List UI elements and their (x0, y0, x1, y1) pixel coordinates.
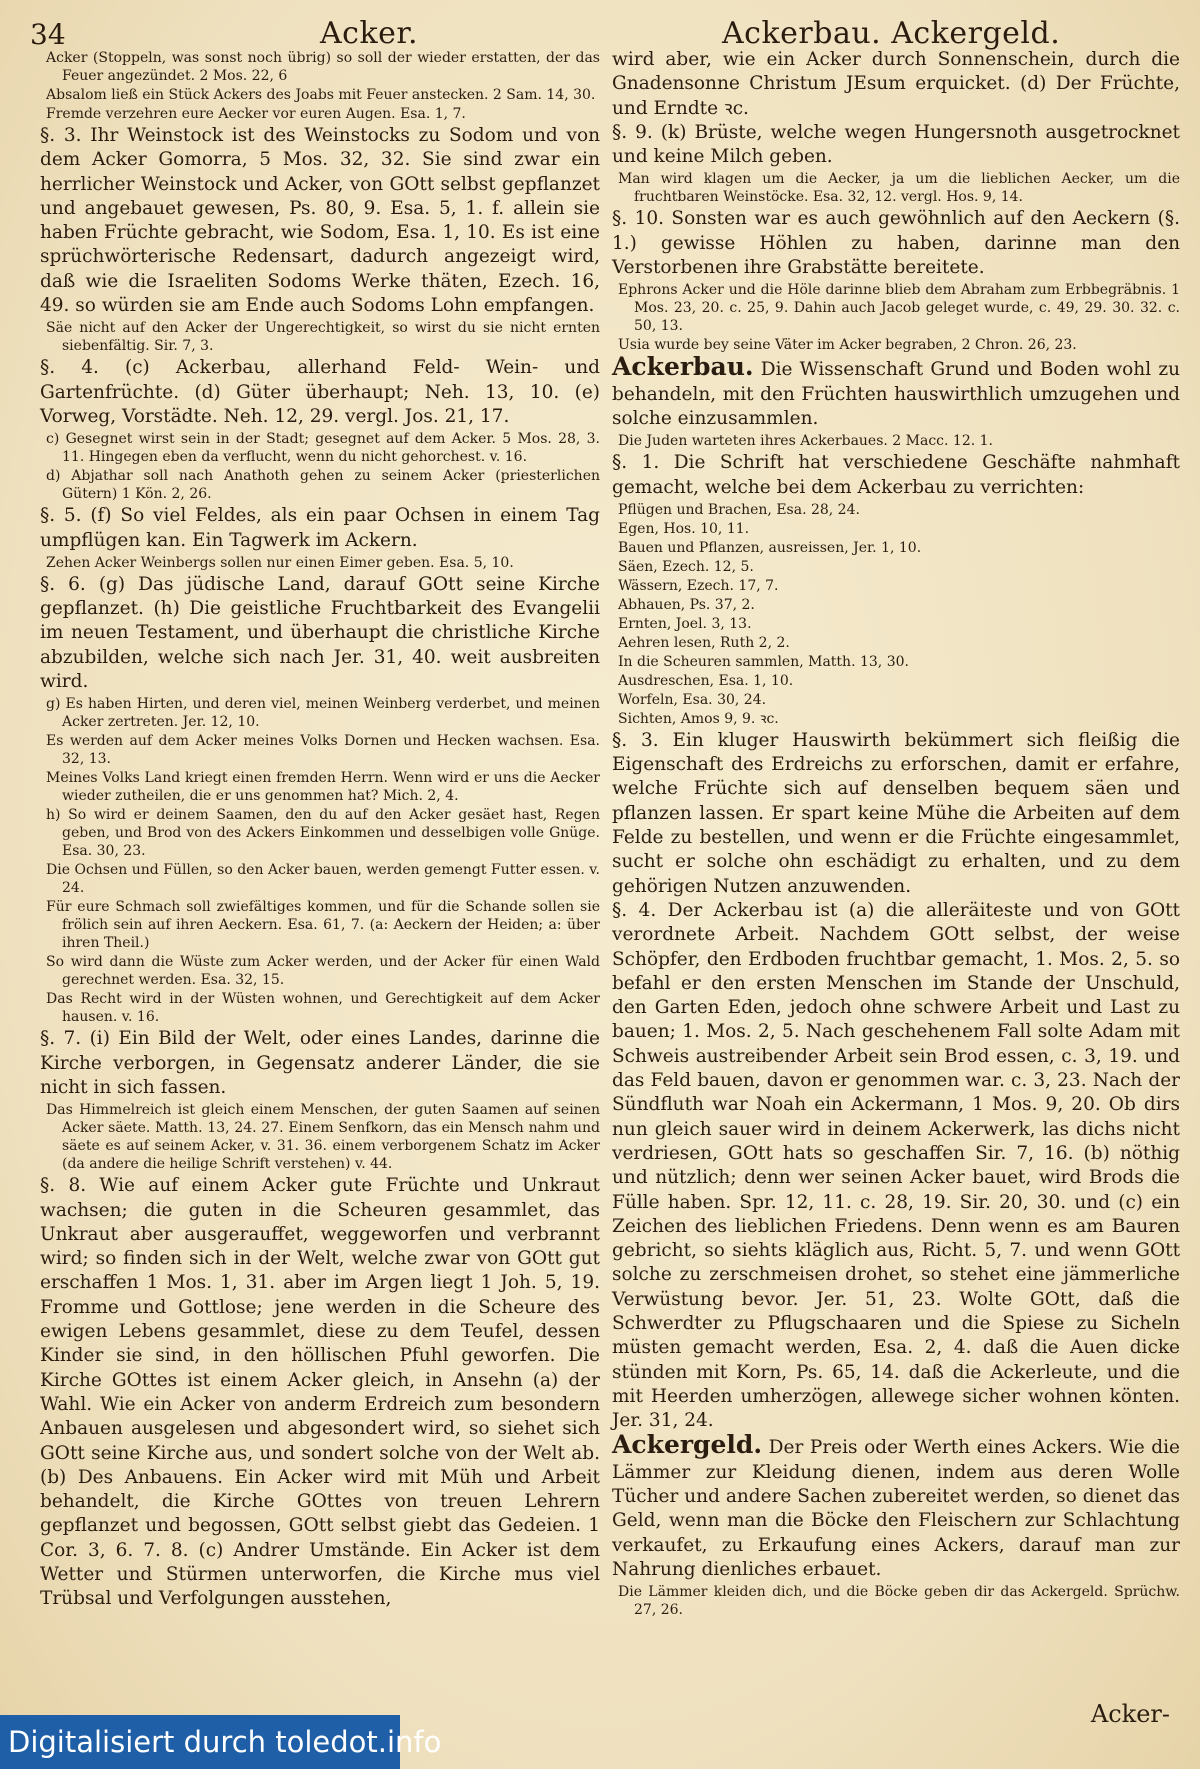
scripture-citation: In die Scheuren sammlen, Matth. 13, 30. (618, 653, 909, 670)
scripture-citation: d) Abjathar soll nach Anathoth gehen zu seinem Acker (priesterlichen Gütern) 1 Kön. 2, 26. (46, 468, 600, 503)
entry-paragraph (612, 352, 1180, 431)
body-paragraph: §. 5. (f) So viel Feldes, als ein paar Ochsen in einem Tag umpflügen kan. Ein Tagwerk im Ackern. (40, 505, 600, 551)
scripture-citation: Das Himmelreich ist gleich einem Menschen, der guten Saamen auf seinen Acker säete. Matth. 13, 24. 27. Einem Senfkorn, das ein Mensch nahm und säete es auf seinem Acker, v. 31. 36. einem verborgenem Schatz im Acker (da andere die heilige Schrift verstehen) v. 44. (46, 1102, 600, 1173)
scripture-citation: Wässern, Ezech. 17, 7. (618, 577, 779, 594)
body-paragraph: wird aber, wie ein Acker durch Sonnenschein, durch die Gnadensonne Christum JEsum erquicket. (d) Der Früchte, und Erndte ꝛc. (612, 49, 1180, 119)
scripture-citation: Für eure Schmach soll zwiefältiges kommen, und für die Schande sollen sie frölich sein auf ihren Aeckern. Esa. 61, 7. (a: Aeckern der Heiden; a: über ihren Theil.) (46, 899, 600, 952)
scripture-citation: h) So wird er deinem Saamen, den du auf den Acker gesäet hast, Regen geben, und Brod von des Ackers Einkommen und desselbigen volle Gnüge. Esa. 30, 23. (46, 807, 600, 860)
body-paragraph: §. 4. (c) Ackerbau, allerhand Feld- Wein- und Gartenfrüchte. (d) Güter überhaupt; Neh. 13, 10. (e) Vorweg, Vorstädte. Neh. 12, 29. vergl. Jos. 21, 17. (40, 357, 600, 427)
scripture-citation: Die Lämmer kleiden dich, und die Böcke geben dir das Ackergeld. Sprüchw. 27, 26. (618, 1584, 1180, 1619)
body-paragraph: §. 8. Wie auf einem Acker gute Früchte und Unkraut wachsen; die guten in die Scheuren gesammlet, das Unkraut aber ausgerauffet, weggeworfen und verbrannt wird; so finden sich in der Welt, welche zwar von GOtt gut erschaffen 1 Mos. 1, 31. aber im Argen liegt 1 Joh. 5, 19. Fromme und Gottlose; jene werden in die Scheure des ewigen Lebens gesammlet, diese zu dem Teufel, dessen Kinder sie sind, in den höllischen Pfuhl geworfen. Die Kirche GOttes ist einem Acker gleich, in Ansehn (a) der Wahl. Wie ein Acker von anderm Erdreich zum besondern Anbauen ausgelesen und abgesondert wird, so siehet sich GOtt seine Kirche aus, und sondert solche von der Welt ab. (b) Des Anbauens. Ein Acker wird mit Müh und Arbeit behandelt, die Kirche GOttes von treuen Lehrern gepflanzet und begossen, GOtt selbst giebt das Gedeien. 1 Cor. 3, 6. 7. 8. (c) Andrer Umstände. Ein Acker ist dem Wetter und Stürmen unterworfen, die Kirche mus viel Trübsal und Verfolgungen ausstehen, (40, 1175, 600, 1610)
scripture-citation: Egen, Hos. 10, 11. (618, 520, 750, 537)
scripture-citation: Usia wurde bey seine Väter im Acker begraben, 2 Chron. 26, 23. (618, 337, 1077, 354)
scripture-citation: Aehren lesen, Ruth 2, 2. (618, 634, 790, 651)
left-column (40, 48, 600, 1612)
body-paragraph: §. 10. Sonsten war es auch gewöhnlich auf den Aeckern (§. 1.) gewisse Höhlen zu haben, darinne man den Verstorbenen ihre Grabstätte bereitete. (612, 208, 1180, 279)
scripture-citation: Es werden auf dem Acker meines Volks Dornen und Hecken wachsen. Esa. 32, 13. (46, 733, 600, 768)
scripture-citation: c) Gesegnet wirst sein in der Stadt; gesegnet auf dem Acker. 5 Mos. 28, 3. 11. Hingegen eben da verflucht, wenn du nicht gehorchest. v. 16. (46, 431, 600, 466)
scripture-citation: Meines Volks Land kriegt einen fremden Herrn. Wenn wird er uns die Aecker wieder zutheilen, die er uns genommen hat? Mich. 2, 4. (46, 770, 600, 805)
scripture-citation: Acker (Stoppeln, was sonst noch übrig) so soll der wieder erstatten, der das Feuer angezündet. 2 Mos. 22, 6 (46, 50, 600, 84)
entry-headword: Ackerbau. (612, 352, 754, 382)
scripture-citation: Fremde verzehren eure Aecker vor euren Augen. Esa. 1, 7. (46, 106, 466, 122)
scripture-citation: Die Juden warteten ihres Ackerbaues. 2 Macc. 12. 1. (618, 433, 993, 450)
running-head-right: Ackerbau. Ackergeld. (722, 16, 1061, 51)
entry-headword: Ackergeld. (612, 1430, 763, 1460)
body-paragraph: §. 3. Ein kluger Hauswirth bekümmert sich fleißig die Eigenschaft des Erdreichs zu erforschen, damit er erfahre, welche Früchte sich auf denselben bequem säen und pflanzen lassen. Er spart keine Mühe die Arbeiten auf dem Felde zu bestellen, und wenn er die Früchte eingesammlet, sucht er solche ohn eschädigt zu erhalten, und zu dem gehörigen Nutzen anzuwenden. (612, 729, 1180, 897)
scripture-citation: Abhauen, Ps. 37, 2. (618, 596, 755, 613)
scripture-citation: Sichten, Amos 9, 9. ꝛc. (618, 710, 779, 727)
running-head-left: Acker. (320, 16, 418, 51)
page-number: 34 (30, 18, 66, 51)
scripture-citation: Säen, Ezech. 12, 5. (618, 558, 754, 575)
scripture-citation: Ernten, Joel. 3, 13. (618, 615, 752, 632)
scripture-citation: Zehen Acker Weinbergs sollen nur einen Eimer geben. Esa. 5, 10. (46, 554, 514, 571)
scripture-citation: Ausdreschen, Esa. 1, 10. (618, 672, 794, 689)
scripture-citation: Man wird klagen um die Aecker, ja um die lieblichen Aecker, um die fruchtbaren Weinstöcke. Esa. 32, 12. vergl. Hos. 9, 14. (618, 171, 1180, 206)
scripture-citation: Das Recht wird in der Wüsten wohnen, und Gerechtigkeit auf dem Acker hausen. v. 16. (46, 991, 600, 1026)
digitization-banner[interactable]: Digitalisiert durch toledot.info (0, 1715, 400, 1769)
body-paragraph: §. 1. Die Schrift hat verschiedene Geschäfte nahmhaft gemacht, welche bei dem Ackerbau zu verrichten: (612, 452, 1180, 498)
scripture-citation: Pflügen und Brachen, Esa. 28, 24. (618, 501, 860, 518)
body-paragraph: §. 4. Der Ackerbau ist (a) die alleräiteste und von GOtt verordnete Arbeit. Nachdem GOtt selbst, der weise Schöpfer, den Erdboden fruchtbar gemacht, 1. Mos. 2, 5. so befahl er den ersten Menschen im Stande der Unschuld, den Garten Eden, jedoch ohne schwere Arbeit und Last zu bauen; 1. Mos. 2, 5. Nach geschehenem Fall solte Adam mit Schweis austreibender Arbeit sein Brod essen, c. 3, 19. und das Feld bauen, davon er genommen war. c. 3, 23. Nach der Sündfluth war Noah ein Ackermann, 1 Mos. 9, 20. Ob dirs nun gleich sauer wird in deinem Ackerwerk, las dichs nicht verdriesen, GOtt hats so geschaffen Sir. 7, 16. (b) nöthig und nützlich; denn wer seinen Acker bauet, wird Brods die Fülle haben. Spr. 12, 11. c. 28, 19. Sir. 20, 30. und (c) ein Zeichen des lieblichen Friedens. Denn wenn es am Bauren gebricht, so siehts kläglich aus, Richt. 5, 7. und wenn GOtt solche zu zerschmeisen drohet, so stehet eine jämmerliche Verwüstung bevor. Jer. 51, 23. Wolte GOtt, daß die Schwerdter zu Pflugschaaren und die Spiese zu Sicheln müsten gemacht werden, Esa. 2, 4. daß die Auen dicke stünden mit Korn, Ps. 65, 14. daß die Ackerleute, und die mit Heerden umherzögen, allewege sicher wohnen könten. Jer. 31, 24. (612, 899, 1180, 1432)
right-column (612, 48, 1180, 1620)
scripture-citation: Absalom ließ ein Stück Ackers des Joabs mit Feuer anstecken. 2 Sam. 14, 30. (46, 87, 596, 103)
scripture-citation: Säe nicht auf den Acker der Ungerechtigkeit, so wirst du sie nicht ernten siebenfältig. Sir. 7, 3. (46, 320, 600, 355)
scripture-citation: Die Ochsen und Füllen, so den Acker bauen, werden gemengt Futter essen. v. 24. (46, 862, 600, 897)
entry-definition: Der Preis oder Werth eines Ackers. Wie die Lämmer zur Kleidung dienen, indem aus deren Wolle Tücher und andere Sachen zubereitet werden, so dienet das Geld, wenn man die Böcke den Fleischern zur Schlachtung verkaufet, zu Erkaufung eines Ackers, darauf man zur Nahrung dienliches erbauet. (612, 1437, 1180, 1580)
body-paragraph: §. 3. Ihr Weinstock ist des Weinstocks zu Sodom und von dem Acker Gomorra, 5 Mos. 32, 32. Sie sind zwar ein herrlicher Weinstock und Acker, von GOtt selbst gepflanzet und angebauet gewesen, Ps. 80, 9. Esa. 5, 1. f. allein sie haben Früchte gebracht, wie Sodom, Esa. 1, 10. Es ist eine sprüchwörterische Redensart, dadurch angezeigt wird, daß wie die Israeliten Sodoms Werke thäten, Ezech. 16, 49. so würden sie am Ende auch Sodoms Lohn empfangen. (40, 125, 600, 317)
body-paragraph: §. 9. (k) Brüste, welche wegen Hungersnoth ausgetrocknet und keine Milch geben. (612, 121, 1180, 168)
scripture-citation: Bauen und Pflanzen, ausreissen, Jer. 1, 10. (618, 539, 922, 556)
catchword: Acker- (1090, 1700, 1170, 1728)
entry-definition: Die Wissenschaft Grund und Boden wohl zu behandeln, mit den Früchten hauswirthlich umzugehen und solche einzusammlen. (612, 359, 1180, 429)
entry-paragraph (612, 1430, 1180, 1582)
scripture-citation: Worfeln, Esa. 30, 24. (618, 691, 767, 708)
scripture-citation: So wird dann die Wüste zum Acker werden, und der Acker für einen Wald gerechnet werden. Esa. 32, 15. (46, 954, 600, 989)
body-paragraph: §. 6. (g) Das jüdische Land, darauf GOtt seine Kirche gepflanzet. (h) Die geistliche Fruchtbarkeit des Evangelii im neuen Testament, und überhaupt die christliche Kirche abzubilden, welche sich nach Jer. 31, 40. weit ausbreiten wird. (40, 573, 600, 693)
scripture-citation: Ephrons Acker und die Höle darinne blieb dem Abraham zum Erbbegräbnis. 1 Mos. 23, 20. c. 25, 9. Dahin auch Jacob geleget wurde, c. 49, 29. 30. 32. c. 50, 13. (618, 282, 1180, 335)
scripture-citation: g) Es haben Hirten, und deren viel, meinen Weinberg verderbet, und meinen Acker zertreten. Jer. 12, 10. (46, 696, 600, 731)
body-paragraph: §. 7. (i) Ein Bild der Welt, oder eines Landes, darinne die Kirche verborgen, in Gegensatz anderer Länder, die sie nicht in sich fassen. (40, 1028, 600, 1098)
